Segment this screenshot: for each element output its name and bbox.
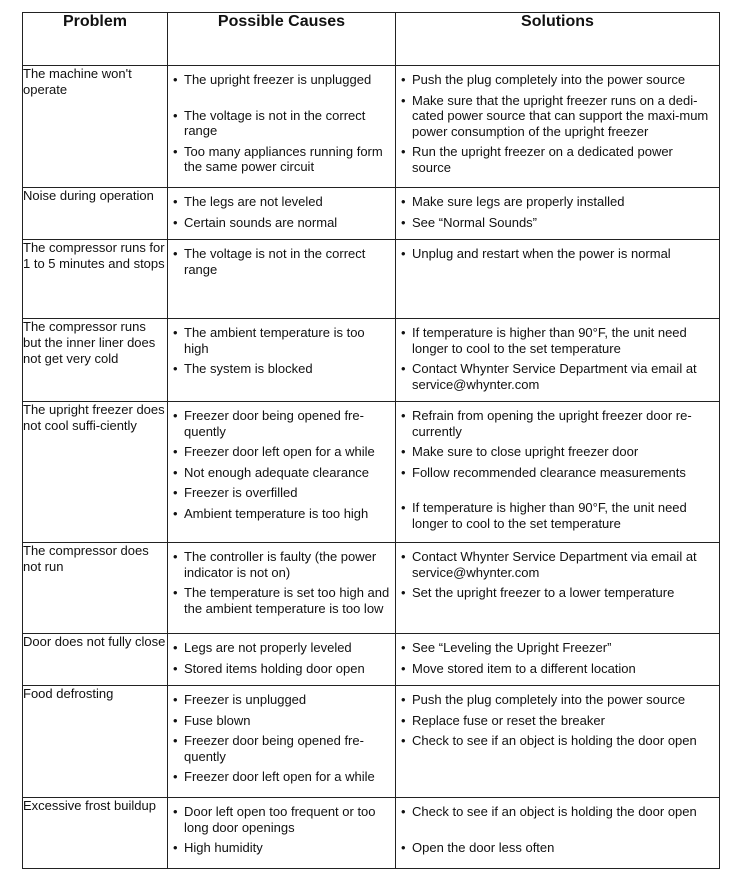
problem-cell: The compressor does not run <box>23 543 168 634</box>
problem-cell: Noise during operation <box>23 188 168 240</box>
causes-cell <box>168 319 396 402</box>
solution-item: • If temperature is higher than 90°F, the unit need longer to cool to the set temperature <box>400 325 715 356</box>
causes-list <box>168 402 395 530</box>
causes-cell <box>168 798 396 869</box>
table-row <box>23 543 720 634</box>
cause-item: • High humidity <box>172 840 391 856</box>
causes-cell <box>168 188 396 240</box>
solution-item: • Set the upright freezer to a lower temperature <box>400 585 715 601</box>
table-row <box>23 240 720 319</box>
cause-item: • Freezer is overfilled <box>172 485 391 501</box>
cause-item: • Ambient temperature is too high <box>172 506 391 522</box>
problem-cell: Excessive frost buildup <box>23 798 168 869</box>
cause-item: • Not enough adequate clearance <box>172 465 391 481</box>
causes-list <box>168 188 395 239</box>
causes-list <box>168 66 395 184</box>
table-row <box>23 634 720 686</box>
table-row <box>23 798 720 869</box>
solutions-cell <box>396 66 720 188</box>
solution-item: • See “Leveling the Upright Freezer” <box>400 640 715 656</box>
solutions-cell <box>396 188 720 240</box>
causes-cell <box>168 402 396 543</box>
solutions-cell <box>396 686 720 798</box>
cause-item: • Freezer door being opened fre-quently <box>172 408 391 439</box>
problem-cell: The compressor runs but the inner liner does not get very cold <box>23 319 168 402</box>
solution-item: • Contact Whynter Service Department via email at service@whynter.com <box>400 549 715 580</box>
solutions-cell <box>396 240 720 319</box>
cause-item: • Freezer is unplugged <box>172 692 391 708</box>
solution-item: • Push the plug completely into the power source <box>400 692 715 708</box>
solution-item: • Replace fuse or reset the breaker <box>400 713 715 729</box>
problem-cell: Door does not fully close <box>23 634 168 686</box>
cause-item: • The upright freezer is unplugged <box>172 72 391 88</box>
solution-item: • If temperature is higher than 90°F, the unit need longer to cool to the set temperature <box>400 500 715 531</box>
cause-item: • Certain sounds are normal <box>172 215 391 231</box>
solution-item: • Refrain from opening the upright freezer door re-currently <box>400 408 715 439</box>
header-solutions: Solutions <box>396 13 720 66</box>
causes-cell <box>168 686 396 798</box>
solutions-list <box>396 66 719 184</box>
problem-cell: The machine won't operate <box>23 66 168 188</box>
causes-list <box>168 543 395 625</box>
cause-item: • The controller is faulty (the power indicator is not on) <box>172 549 391 580</box>
solutions-list <box>396 798 719 864</box>
cause-item: • Stored items holding door open <box>172 661 391 677</box>
solutions-list <box>396 240 719 271</box>
cause-item: • Freezer door being opened fre-quently <box>172 733 391 764</box>
cause-item: • Too many appliances running form the same power circuit <box>172 144 391 175</box>
solution-item: • Move stored item to a different location <box>400 661 715 677</box>
problem-cell: The upright freezer does not cool suffi-ciently <box>23 402 168 543</box>
solution-item: • Follow recommended clearance measurements <box>400 465 715 481</box>
solution-item: • Check to see if an object is holding the door open <box>400 804 715 820</box>
cause-item: • The legs are not leveled <box>172 194 391 210</box>
causes-cell <box>168 543 396 634</box>
cause-item: • Legs are not properly leveled <box>172 640 391 656</box>
cause-item: • Freezer door left open for a while <box>172 444 391 460</box>
problem-cell: The compressor runs for 1 to 5 minutes and stops <box>23 240 168 319</box>
causes-cell <box>168 66 396 188</box>
solution-item: • Make sure that the upright freezer runs on a dedi-cated power source that can support the maxi-mum power consumption of the upright freezer <box>400 93 715 140</box>
solution-item: • Push the plug completely into the power source <box>400 72 715 88</box>
solution-item: • Check to see if an object is holding the door open <box>400 733 715 749</box>
solution-item: • Contact Whynter Service Department via email at service@whynter.com <box>400 361 715 392</box>
header-possible-causes: Possible Causes <box>168 13 396 66</box>
table-row <box>23 188 720 240</box>
cause-item: • Freezer door left open for a while <box>172 769 391 785</box>
table-row <box>23 686 720 798</box>
solutions-cell <box>396 543 720 634</box>
solution-item: • See “Normal Sounds” <box>400 215 715 231</box>
solutions-cell <box>396 402 720 543</box>
causes-list <box>168 634 395 685</box>
causes-list <box>168 798 395 865</box>
solution-item: • Make sure legs are properly installed <box>400 194 715 210</box>
troubleshooting-table <box>22 12 720 869</box>
solution-item: • Make sure to close upright freezer door <box>400 444 715 460</box>
solutions-cell <box>396 319 720 402</box>
cause-item: • Door left open too frequent or too long door openings <box>172 804 391 835</box>
troubleshooting-document <box>22 12 719 869</box>
table-row <box>23 66 720 188</box>
cause-item: • Fuse blown <box>172 713 391 729</box>
solutions-list <box>396 188 719 239</box>
cause-item: • The temperature is set too high and the ambient temperature is too low <box>172 585 391 616</box>
solutions-list <box>396 543 719 610</box>
causes-list <box>168 319 395 386</box>
solutions-cell <box>396 798 720 869</box>
causes-cell <box>168 240 396 319</box>
solutions-list <box>396 319 719 401</box>
solutions-list <box>396 634 719 685</box>
header-row <box>23 13 720 66</box>
cause-item: • The voltage is not in the correct range <box>172 246 391 277</box>
problem-cell: Food defrosting <box>23 686 168 798</box>
solutions-list <box>396 686 719 758</box>
table-row <box>23 319 720 402</box>
causes-list <box>168 686 395 794</box>
solution-item: • Run the upright freezer on a dedicated power source <box>400 144 715 175</box>
solution-item: • Open the door less often <box>400 840 715 856</box>
cause-item: • The ambient temperature is too high <box>172 325 391 356</box>
causes-list <box>168 240 395 286</box>
table-row <box>23 402 720 543</box>
header-problem: Problem <box>23 13 168 66</box>
cause-item: • The system is blocked <box>172 361 391 377</box>
solution-item: • Unplug and restart when the power is normal <box>400 246 715 262</box>
solutions-list <box>396 402 719 540</box>
causes-cell <box>168 634 396 686</box>
solutions-cell <box>396 634 720 686</box>
cause-item: • The voltage is not in the correct range <box>172 108 391 139</box>
